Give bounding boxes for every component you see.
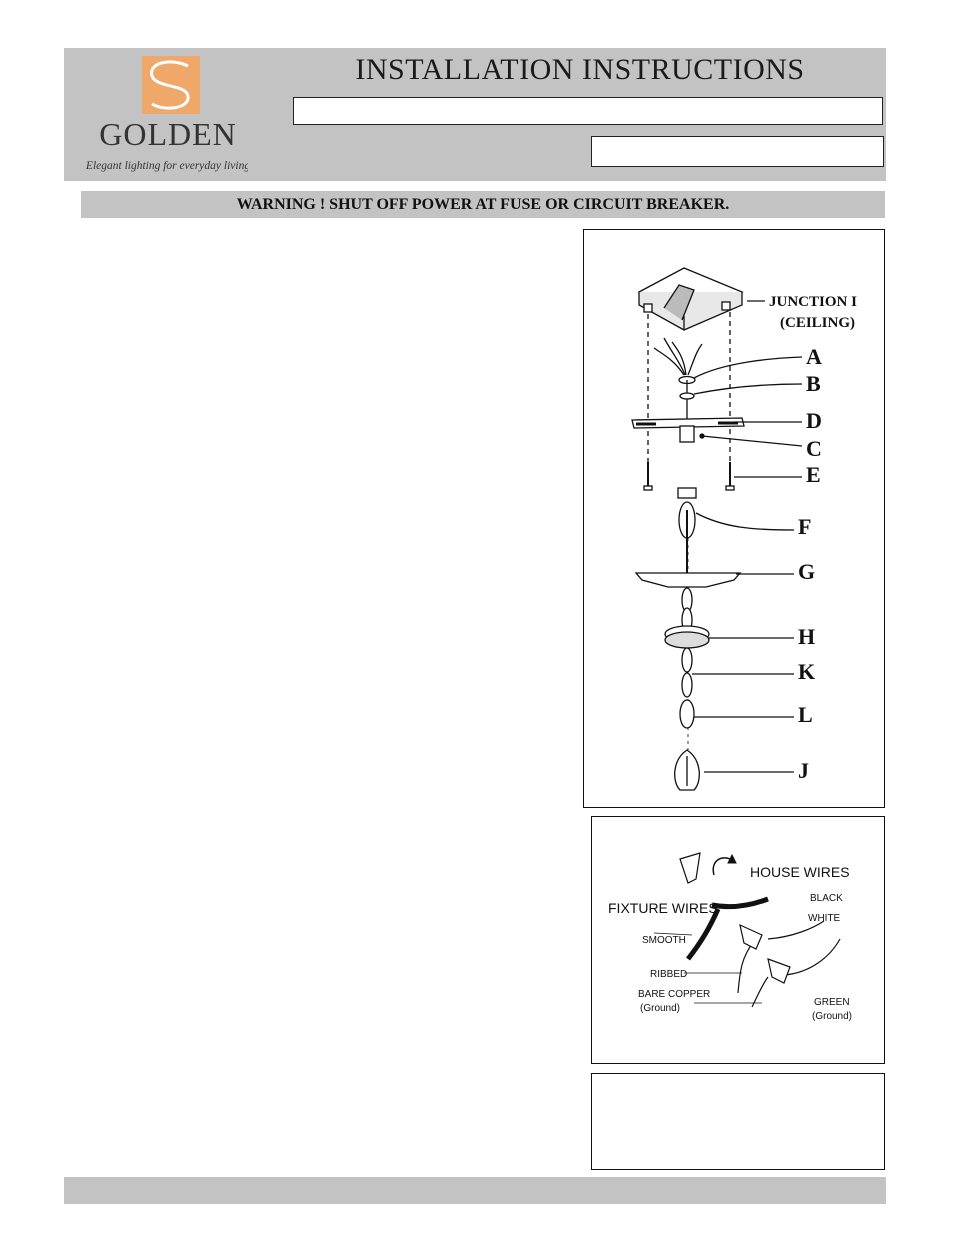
wiring-diagram	[591, 816, 885, 1064]
part-label-b: B	[806, 371, 821, 396]
part-label-f: F	[798, 514, 812, 539]
part-label-g: G	[798, 559, 816, 584]
bare-copper-ground-label: (Ground)	[640, 1003, 681, 1014]
warning-banner: WARNING ! SHUT OFF POWER AT FUSE OR CIRCUIT BREAKER.	[81, 191, 885, 218]
smooth-wire-label: SMOOTH	[642, 935, 686, 946]
note-box	[591, 1073, 885, 1170]
black-wire-label: BLACK	[810, 893, 843, 904]
ceiling-label: (CEILING)	[780, 315, 856, 331]
page-title: INSTALLATION INSTRUCTIONS	[355, 53, 805, 86]
bare-copper-label: BARE COPPER	[638, 989, 711, 1000]
part-label-k: K	[798, 659, 816, 684]
junction-label: JUNCTION I	[769, 294, 857, 310]
house-wires-label: HOUSE WIRES	[750, 864, 850, 880]
part-label-l: L	[798, 702, 813, 727]
green-wire-label: GREEN	[814, 997, 850, 1008]
parts-diagram	[583, 229, 885, 808]
part-label-d: D	[806, 408, 822, 433]
part-label-e: E	[806, 462, 821, 487]
item-number-box	[591, 136, 884, 167]
part-label-c: C	[806, 436, 822, 461]
footer-bar	[64, 1177, 886, 1204]
part-label-h: H	[798, 624, 816, 649]
white-wire-label: WHITE	[808, 913, 841, 924]
logo-tagline: Elegant lighting for everyday living	[85, 160, 248, 172]
part-label-a: A	[806, 344, 822, 369]
green-ground-label: (Ground)	[812, 1011, 853, 1022]
fixture-wires-label: FIXTURE WIRES	[608, 900, 718, 916]
logo-brand: GOLDEN	[99, 116, 237, 152]
part-label-j: J	[798, 758, 809, 783]
ribbed-wire-label: RIBBED	[650, 969, 688, 980]
golden-logo	[80, 52, 248, 176]
model-field-box	[293, 97, 883, 125]
